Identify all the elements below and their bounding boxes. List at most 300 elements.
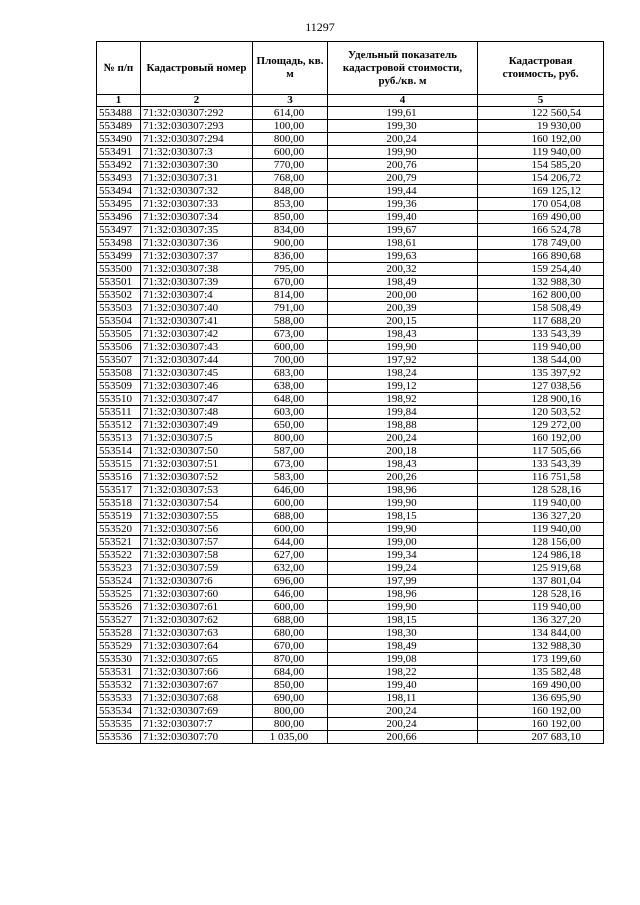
specific-value-cell: 200,66 (328, 731, 478, 744)
specific-value-cell: 198,88 (328, 419, 478, 432)
cadastral-value-cell: 119 940,00 (478, 341, 604, 354)
cadastral-value-cell: 122 560,54 (478, 107, 604, 120)
specific-value-cell: 199,44 (328, 185, 478, 198)
table-row (97, 484, 604, 497)
table-row (97, 224, 604, 237)
cadastral-value-cell: 132 988,30 (478, 276, 604, 289)
table-row (97, 523, 604, 536)
area-cell: 650,00 (253, 419, 328, 432)
row-number-cell: 553495 (97, 198, 141, 211)
cadastral-number-cell: 71:32:030307:37 (141, 250, 253, 263)
cadastral-number-cell: 71:32:030307:48 (141, 406, 253, 419)
specific-value-cell: 200,32 (328, 263, 478, 276)
area-cell: 673,00 (253, 458, 328, 471)
area-cell: 795,00 (253, 263, 328, 276)
table-row (97, 666, 604, 679)
specific-value-cell: 199,90 (328, 341, 478, 354)
row-number-cell: 553516 (97, 471, 141, 484)
cadastral-number-cell: 71:32:030307:54 (141, 497, 253, 510)
row-number-cell: 553507 (97, 354, 141, 367)
specific-value-cell: 199,90 (328, 146, 478, 159)
row-number-cell: 553518 (97, 497, 141, 510)
row-number-cell: 553496 (97, 211, 141, 224)
table-row (97, 614, 604, 627)
specific-value-cell: 198,15 (328, 614, 478, 627)
cadastral-value-cell: 120 503,52 (478, 406, 604, 419)
table-row (97, 380, 604, 393)
cadastral-number-cell: 71:32:030307:3 (141, 146, 253, 159)
cadastral-number-cell: 71:32:030307:30 (141, 159, 253, 172)
row-number-cell: 553492 (97, 159, 141, 172)
area-cell: 870,00 (253, 653, 328, 666)
table-row (97, 289, 604, 302)
area-cell: 800,00 (253, 705, 328, 718)
specific-value-cell: 200,79 (328, 172, 478, 185)
area-cell: 1 035,00 (253, 731, 328, 744)
cadastral-value-cell: 19 930,00 (478, 120, 604, 133)
table-row (97, 549, 604, 562)
cadastral-value-cell: 154 585,20 (478, 159, 604, 172)
table-row (97, 237, 604, 250)
row-number-cell: 553499 (97, 250, 141, 263)
table-row (97, 263, 604, 276)
area-cell: 600,00 (253, 341, 328, 354)
specific-value-cell: 199,90 (328, 601, 478, 614)
specific-value-cell: 200,24 (328, 432, 478, 445)
row-number-cell: 553488 (97, 107, 141, 120)
area-cell: 632,00 (253, 562, 328, 575)
cadastral-value-cell: 160 192,00 (478, 705, 604, 718)
cadastral-value-cell: 119 940,00 (478, 146, 604, 159)
specific-value-cell: 200,26 (328, 471, 478, 484)
cadastral-value-cell: 170 054,08 (478, 198, 604, 211)
table-row (97, 575, 604, 588)
area-cell: 600,00 (253, 523, 328, 536)
cadastral-number-cell: 71:32:030307:51 (141, 458, 253, 471)
header-area: Площадь, кв. м (253, 42, 328, 95)
cadastral-value-cell: 137 801,04 (478, 575, 604, 588)
specific-value-cell: 199,34 (328, 549, 478, 562)
table-row (97, 341, 604, 354)
area-cell: 673,00 (253, 328, 328, 341)
table-row (97, 458, 604, 471)
specific-value-cell: 200,24 (328, 705, 478, 718)
specific-value-cell: 198,96 (328, 588, 478, 601)
cadastral-value-cell: 134 844,00 (478, 627, 604, 640)
cadastral-value-cell: 159 254,40 (478, 263, 604, 276)
specific-value-cell: 198,11 (328, 692, 478, 705)
table-body (97, 107, 604, 744)
cadastral-value-cell: 135 397,92 (478, 367, 604, 380)
area-cell: 853,00 (253, 198, 328, 211)
cadastral-value-cell: 169 125,12 (478, 185, 604, 198)
specific-value-cell: 200,00 (328, 289, 478, 302)
table-row (97, 250, 604, 263)
area-cell: 800,00 (253, 718, 328, 731)
header-specific-value: Удельный показатель кадастровой стоимости, руб./кв. м (328, 42, 478, 95)
specific-value-cell: 198,24 (328, 367, 478, 380)
cadastral-value-cell: 129 272,00 (478, 419, 604, 432)
area-cell: 680,00 (253, 627, 328, 640)
cadastral-value-cell: 138 544,00 (478, 354, 604, 367)
table-row (97, 172, 604, 185)
table-row (97, 133, 604, 146)
row-number-cell: 553513 (97, 432, 141, 445)
cadastral-number-cell: 71:32:030307:33 (141, 198, 253, 211)
row-number-cell: 553501 (97, 276, 141, 289)
specific-value-cell: 200,39 (328, 302, 478, 315)
specific-value-cell: 198,22 (328, 666, 478, 679)
column-number: 5 (478, 95, 604, 107)
row-number-cell: 553505 (97, 328, 141, 341)
row-number-cell: 553493 (97, 172, 141, 185)
specific-value-cell: 200,15 (328, 315, 478, 328)
cadastral-number-cell: 71:32:030307:65 (141, 653, 253, 666)
table-row (97, 471, 604, 484)
table-row (97, 354, 604, 367)
cadastral-number-cell: 71:32:030307:49 (141, 419, 253, 432)
row-number-cell: 553510 (97, 393, 141, 406)
area-cell: 583,00 (253, 471, 328, 484)
cadastral-number-cell: 71:32:030307:68 (141, 692, 253, 705)
specific-value-cell: 198,15 (328, 510, 478, 523)
cadastral-number-cell: 71:32:030307:67 (141, 679, 253, 692)
area-cell: 646,00 (253, 484, 328, 497)
specific-value-cell: 200,24 (328, 133, 478, 146)
area-cell: 603,00 (253, 406, 328, 419)
row-number-cell: 553531 (97, 666, 141, 679)
table-row (97, 159, 604, 172)
table-header-row (97, 42, 604, 95)
table-row (97, 588, 604, 601)
specific-value-cell: 199,67 (328, 224, 478, 237)
table-row (97, 120, 604, 133)
table-row (97, 731, 604, 744)
row-number-cell: 553503 (97, 302, 141, 315)
cadastral-number-cell: 71:32:030307:36 (141, 237, 253, 250)
cadastral-number-cell: 71:32:030307:56 (141, 523, 253, 536)
area-cell: 690,00 (253, 692, 328, 705)
cadastral-value-cell: 154 206,72 (478, 172, 604, 185)
cadastral-number-cell: 71:32:030307:293 (141, 120, 253, 133)
cadastral-value-cell: 160 192,00 (478, 133, 604, 146)
specific-value-cell: 198,61 (328, 237, 478, 250)
cadastral-value-cell: 178 749,00 (478, 237, 604, 250)
cadastral-value-table (96, 41, 604, 744)
row-number-cell: 553506 (97, 341, 141, 354)
row-number-cell: 553528 (97, 627, 141, 640)
cadastral-number-cell: 71:32:030307:6 (141, 575, 253, 588)
cadastral-number-cell: 71:32:030307:59 (141, 562, 253, 575)
cadastral-value-cell: 173 199,60 (478, 653, 604, 666)
row-number-cell: 553497 (97, 224, 141, 237)
row-number-cell: 553500 (97, 263, 141, 276)
cadastral-value-cell: 119 940,00 (478, 523, 604, 536)
area-cell: 768,00 (253, 172, 328, 185)
row-number-cell: 553529 (97, 640, 141, 653)
area-cell: 646,00 (253, 588, 328, 601)
header-cadastral-number: Кадастровый номер (141, 42, 253, 95)
column-number: 2 (141, 95, 253, 107)
cadastral-number-cell: 71:32:030307:47 (141, 393, 253, 406)
cadastral-value-cell: 169 490,00 (478, 679, 604, 692)
cadastral-value-cell: 135 582,48 (478, 666, 604, 679)
specific-value-cell: 199,90 (328, 497, 478, 510)
table-row (97, 718, 604, 731)
cadastral-number-cell: 71:32:030307:69 (141, 705, 253, 718)
cadastral-value-cell: 160 192,00 (478, 432, 604, 445)
cadastral-number-cell: 71:32:030307:7 (141, 718, 253, 731)
table-row (97, 419, 604, 432)
row-number-cell: 553512 (97, 419, 141, 432)
cadastral-value-cell: 117 688,20 (478, 315, 604, 328)
area-cell: 700,00 (253, 354, 328, 367)
cadastral-number-cell: 71:32:030307:38 (141, 263, 253, 276)
row-number-cell: 553530 (97, 653, 141, 666)
area-cell: 836,00 (253, 250, 328, 263)
specific-value-cell: 198,43 (328, 458, 478, 471)
cadastral-number-cell: 71:32:030307:58 (141, 549, 253, 562)
cadastral-number-cell: 71:32:030307:32 (141, 185, 253, 198)
cadastral-value-cell: 128 528,16 (478, 588, 604, 601)
table-row (97, 653, 604, 666)
specific-value-cell: 200,24 (328, 718, 478, 731)
area-cell: 850,00 (253, 679, 328, 692)
specific-value-cell: 199,12 (328, 380, 478, 393)
table-row (97, 198, 604, 211)
cadastral-value-cell: 125 919,68 (478, 562, 604, 575)
cadastral-number-cell: 71:32:030307:52 (141, 471, 253, 484)
header-cadastral-value: Кадастровая стоимость, руб. (478, 42, 604, 95)
cadastral-value-cell: 136 327,20 (478, 614, 604, 627)
table-row (97, 393, 604, 406)
cadastral-number-cell: 71:32:030307:4 (141, 289, 253, 302)
area-cell: 614,00 (253, 107, 328, 120)
cadastral-value-cell: 128 156,00 (478, 536, 604, 549)
cadastral-number-cell: 71:32:030307:66 (141, 666, 253, 679)
area-cell: 800,00 (253, 133, 328, 146)
row-number-cell: 553517 (97, 484, 141, 497)
cadastral-value-cell: 166 890,68 (478, 250, 604, 263)
area-cell: 814,00 (253, 289, 328, 302)
row-number-cell: 553536 (97, 731, 141, 744)
row-number-cell: 553532 (97, 679, 141, 692)
table-row (97, 627, 604, 640)
row-number-cell: 553526 (97, 601, 141, 614)
table-row (97, 432, 604, 445)
row-number-cell: 553533 (97, 692, 141, 705)
cadastral-number-cell: 71:32:030307:41 (141, 315, 253, 328)
row-number-cell: 553515 (97, 458, 141, 471)
area-cell: 588,00 (253, 315, 328, 328)
cadastral-value-cell: 127 038,56 (478, 380, 604, 393)
cadastral-value-cell: 128 900,16 (478, 393, 604, 406)
table-row (97, 406, 604, 419)
cadastral-value-cell: 133 543,39 (478, 458, 604, 471)
area-cell: 688,00 (253, 614, 328, 627)
cadastral-number-cell: 71:32:030307:63 (141, 627, 253, 640)
specific-value-cell: 197,92 (328, 354, 478, 367)
area-cell: 600,00 (253, 497, 328, 510)
area-cell: 638,00 (253, 380, 328, 393)
table-row (97, 497, 604, 510)
specific-value-cell: 199,36 (328, 198, 478, 211)
area-cell: 587,00 (253, 445, 328, 458)
specific-value-cell: 198,30 (328, 627, 478, 640)
row-number-cell: 553489 (97, 120, 141, 133)
row-number-cell: 553520 (97, 523, 141, 536)
specific-value-cell: 198,92 (328, 393, 478, 406)
specific-value-cell: 199,84 (328, 406, 478, 419)
cadastral-value-cell: 133 543,39 (478, 328, 604, 341)
cadastral-number-cell: 71:32:030307:44 (141, 354, 253, 367)
row-number-cell: 553491 (97, 146, 141, 159)
row-number-cell: 553527 (97, 614, 141, 627)
row-number-cell: 553494 (97, 185, 141, 198)
table-row (97, 510, 604, 523)
area-cell: 688,00 (253, 510, 328, 523)
cadastral-number-cell: 71:32:030307:39 (141, 276, 253, 289)
specific-value-cell: 198,43 (328, 328, 478, 341)
table-row (97, 601, 604, 614)
row-number-cell: 553511 (97, 406, 141, 419)
specific-value-cell: 199,00 (328, 536, 478, 549)
table-row (97, 146, 604, 159)
specific-value-cell: 199,40 (328, 679, 478, 692)
area-cell: 670,00 (253, 276, 328, 289)
specific-value-cell: 199,90 (328, 523, 478, 536)
specific-value-cell: 200,76 (328, 159, 478, 172)
table-row (97, 185, 604, 198)
cadastral-value-cell: 124 986,18 (478, 549, 604, 562)
row-number-cell: 553498 (97, 237, 141, 250)
cadastral-value-cell: 136 327,20 (478, 510, 604, 523)
cadastral-number-cell: 71:32:030307:57 (141, 536, 253, 549)
column-number-row (97, 95, 604, 107)
cadastral-number-cell: 71:32:030307:40 (141, 302, 253, 315)
area-cell: 850,00 (253, 211, 328, 224)
row-number-cell: 553534 (97, 705, 141, 718)
specific-value-cell: 198,49 (328, 640, 478, 653)
cadastral-number-cell: 71:32:030307:45 (141, 367, 253, 380)
table-row (97, 640, 604, 653)
table-row (97, 679, 604, 692)
table-row (97, 276, 604, 289)
cadastral-number-cell: 71:32:030307:60 (141, 588, 253, 601)
column-number: 3 (253, 95, 328, 107)
cadastral-value-cell: 128 528,16 (478, 484, 604, 497)
cadastral-number-cell: 71:32:030307:53 (141, 484, 253, 497)
cadastral-value-cell: 119 940,00 (478, 601, 604, 614)
area-cell: 770,00 (253, 159, 328, 172)
area-cell: 648,00 (253, 393, 328, 406)
cadastral-number-cell: 71:32:030307:42 (141, 328, 253, 341)
area-cell: 684,00 (253, 666, 328, 679)
cadastral-number-cell: 71:32:030307:55 (141, 510, 253, 523)
row-number-cell: 553535 (97, 718, 141, 731)
cadastral-value-cell: 166 524,78 (478, 224, 604, 237)
header-num: № п/п (97, 42, 141, 95)
area-cell: 600,00 (253, 146, 328, 159)
specific-value-cell: 199,61 (328, 107, 478, 120)
cadastral-number-cell: 71:32:030307:46 (141, 380, 253, 393)
cadastral-value-cell: 207 683,10 (478, 731, 604, 744)
cadastral-number-cell: 71:32:030307:70 (141, 731, 253, 744)
row-number-cell: 553508 (97, 367, 141, 380)
cadastral-number-cell: 71:32:030307:64 (141, 640, 253, 653)
specific-value-cell: 199,30 (328, 120, 478, 133)
area-cell: 696,00 (253, 575, 328, 588)
table-row (97, 445, 604, 458)
row-number-cell: 553514 (97, 445, 141, 458)
area-cell: 644,00 (253, 536, 328, 549)
table-row (97, 302, 604, 315)
area-cell: 800,00 (253, 432, 328, 445)
table-row (97, 367, 604, 380)
cadastral-number-cell: 71:32:030307:50 (141, 445, 253, 458)
row-number-cell: 553523 (97, 562, 141, 575)
cadastral-number-cell: 71:32:030307:43 (141, 341, 253, 354)
specific-value-cell: 199,63 (328, 250, 478, 263)
specific-value-cell: 199,08 (328, 653, 478, 666)
area-cell: 627,00 (253, 549, 328, 562)
row-number-cell: 553525 (97, 588, 141, 601)
cadastral-value-cell: 116 751,58 (478, 471, 604, 484)
area-cell: 683,00 (253, 367, 328, 380)
area-cell: 834,00 (253, 224, 328, 237)
row-number-cell: 553521 (97, 536, 141, 549)
specific-value-cell: 198,96 (328, 484, 478, 497)
cadastral-number-cell: 71:32:030307:292 (141, 107, 253, 120)
area-cell: 900,00 (253, 237, 328, 250)
column-number: 4 (328, 95, 478, 107)
cadastral-number-cell: 71:32:030307:34 (141, 211, 253, 224)
column-number: 1 (97, 95, 141, 107)
table-row (97, 536, 604, 549)
area-cell: 791,00 (253, 302, 328, 315)
cadastral-value-cell: 162 800,00 (478, 289, 604, 302)
specific-value-cell: 200,18 (328, 445, 478, 458)
table-row (97, 211, 604, 224)
cadastral-value-cell: 160 192,00 (478, 718, 604, 731)
cadastral-number-cell: 71:32:030307:62 (141, 614, 253, 627)
row-number-cell: 553504 (97, 315, 141, 328)
area-cell: 600,00 (253, 601, 328, 614)
cadastral-value-cell: 117 505,66 (478, 445, 604, 458)
cadastral-value-cell: 136 695,90 (478, 692, 604, 705)
specific-value-cell: 197,99 (328, 575, 478, 588)
cadastral-number-cell: 71:32:030307:61 (141, 601, 253, 614)
row-number-cell: 553502 (97, 289, 141, 302)
cadastral-number-cell: 71:32:030307:35 (141, 224, 253, 237)
cadastral-number-cell: 71:32:030307:31 (141, 172, 253, 185)
table-row (97, 692, 604, 705)
table-row (97, 315, 604, 328)
area-cell: 100,00 (253, 120, 328, 133)
cadastral-number-cell: 71:32:030307:5 (141, 432, 253, 445)
table-row (97, 562, 604, 575)
cadastral-value-cell: 132 988,30 (478, 640, 604, 653)
row-number-cell: 553519 (97, 510, 141, 523)
page-number: 11297 (305, 20, 335, 34)
specific-value-cell: 199,40 (328, 211, 478, 224)
table-row (97, 328, 604, 341)
table-row (97, 107, 604, 120)
cadastral-value-cell: 158 508,49 (478, 302, 604, 315)
cadastral-value-cell: 169 490,00 (478, 211, 604, 224)
area-cell: 848,00 (253, 185, 328, 198)
table-row (97, 705, 604, 718)
